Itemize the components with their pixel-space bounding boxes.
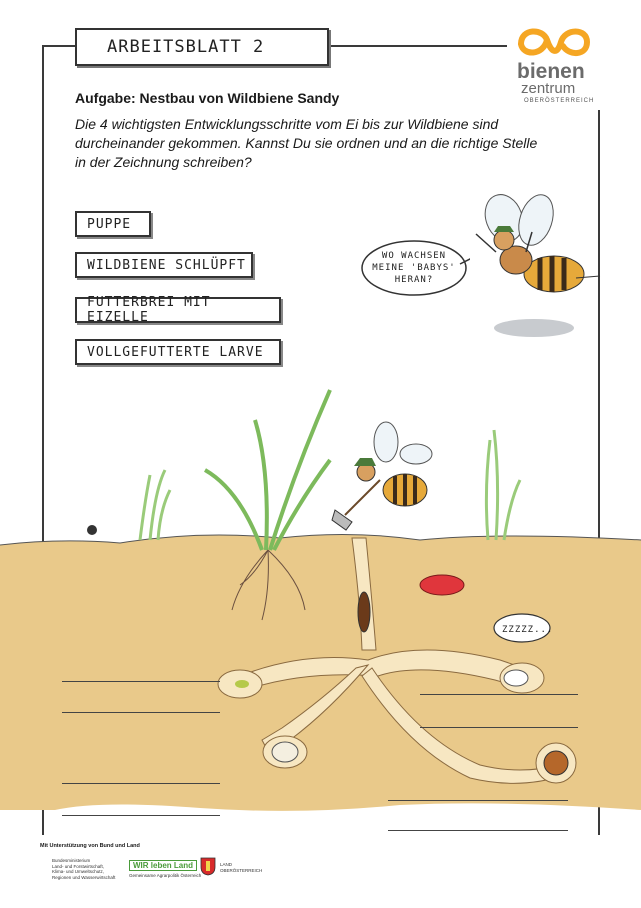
sleep-bubble-text: ZZZZZ... (502, 625, 554, 635)
coat-of-arms-icon (200, 856, 216, 876)
card-wildbiene-schluepft[interactable]: WILDBIENE SCHLÜPFT (75, 252, 253, 278)
footer-support: Mit Unterstützung von Bund und Land (40, 843, 140, 849)
land-label: LAND OBERÖSTERREICH (220, 862, 263, 873)
answer-line-5[interactable] (62, 783, 220, 784)
answer-line-7[interactable] (388, 800, 568, 801)
worksheet-title-box (75, 28, 329, 66)
task-text: Die 4 wichtigsten Entwicklungsschritte vom Ei bis zur Wildbiene sind durcheinander gekommen. Kannst Du sie ordnen und an die richtige Stelle in der Zeichnung schreiben? (75, 116, 538, 170)
flying-bee-icon (466, 192, 602, 300)
card-futterbrei[interactable]: FUTTERBREI MIT EIZELLE (75, 297, 281, 323)
task-title: Aufgabe: Nestbau von Wildbiene Sandy (75, 90, 340, 106)
wir-leben-land-logo: WIR leben Land (129, 860, 197, 871)
footer-ministry: Bundesministerium Land- und Forstwirtschaft, Klima- und Umweltschutz, Regionen und Wasserwirtschaft (52, 858, 116, 880)
frame-top-right (327, 45, 507, 47)
wir-subtitle: Gemeinsame Agrarpolitik Österreich (129, 873, 202, 878)
answer-line-8[interactable] (388, 830, 568, 831)
logo-word-bienen: bienen (517, 60, 585, 83)
card-puppe[interactable]: PUPPE (75, 211, 151, 237)
speech-bubble-text: WO WACHSEN MEINE 'BABYS' HERAN? (372, 251, 456, 285)
logo-word-zentrum: zentrum (521, 80, 576, 97)
nest-illustration (0, 380, 641, 820)
answer-line-1[interactable] (62, 681, 220, 682)
frame-top-left (42, 45, 77, 47)
logo-word-region: OBERÖSTERREICH (524, 98, 595, 104)
card-vollgefutterte-larve[interactable]: VOLLGEFUTTERTE LARVE (75, 339, 281, 365)
answer-line-3[interactable] (420, 694, 578, 695)
answer-line-4[interactable] (420, 727, 578, 728)
shadow-icon (492, 316, 576, 340)
answer-line-2[interactable] (62, 712, 220, 713)
worksheet-title: ARBEITSBLATT 2 (107, 37, 265, 57)
answer-line-6[interactable] (62, 815, 220, 816)
